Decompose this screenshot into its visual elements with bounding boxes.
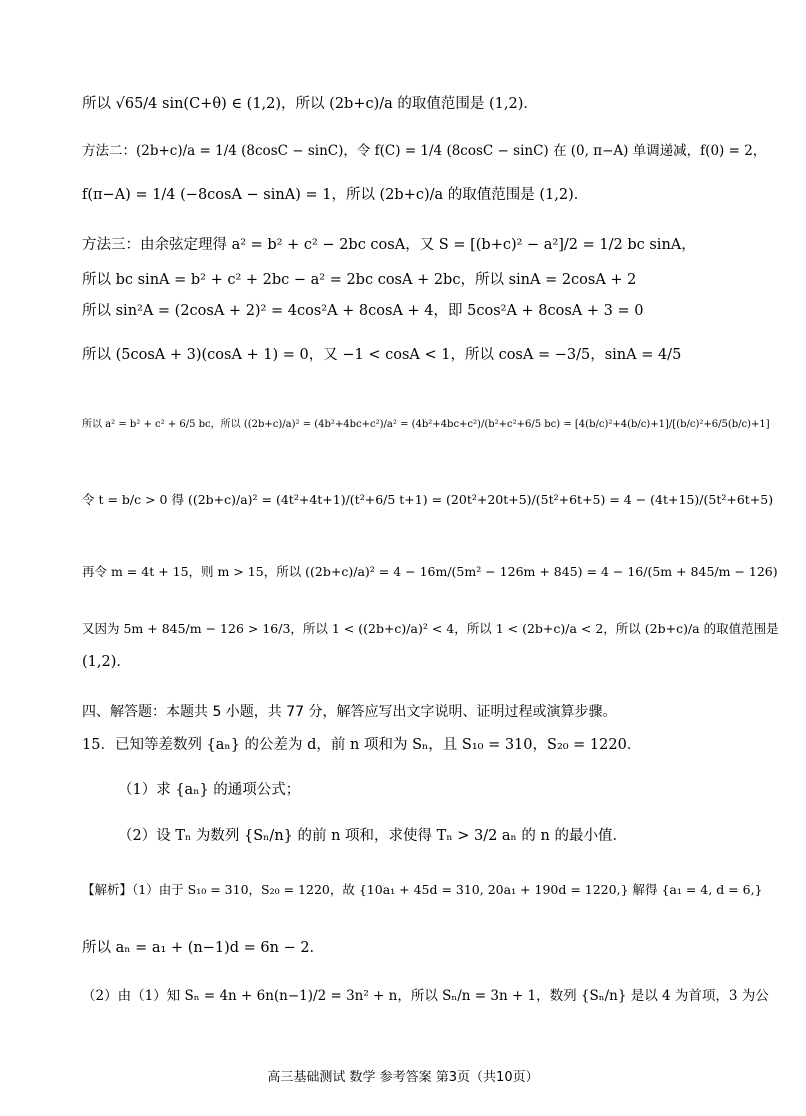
- text-line: f(π−A) = 1/4 (−8cosA − sinA) = 1，所以 (2b+c)/a 的取值范围是 (1,2)．: [82, 187, 589, 203]
- page-footer: 高三基础测试 数学 参考答案 第3页（共10页）: [267, 1070, 539, 1085]
- sub-question-2: （2）设 Tₙ 为数列 {Sₙ/n} 的前 n 项和，求使得 Tₙ > 3/2 aₙ 的 n 的最小值．: [118, 828, 627, 844]
- solution-line: 【解析】（1）由于 S₁₀ = 310，S₂₀ = 1220，故 {10a₁ + 45d = 310, 20a₁ + 190d = 1220,} 解得 {a₁ = 4, d = 6,}: [82, 882, 763, 897]
- text-line: 又因为 5m + 845/m − 126 > 16/3，所以 1 < ((2b+c)/a)² < 4，所以 1 < (2b+c)/a < 2，所以 (2b+c)/a 的取值范围是: [82, 621, 779, 636]
- text-line: 所以 a² = b² + c² + 6/5 bc，所以 ((2b+c)/a)² = (4b²+4bc+c²)/a² = (4b²+4bc+c²)/(b²+c²+6/5 bc) = [4(b/c)²+4(b/c)+1]/[(b/c)²+6/5(b/c)+1]: [82, 419, 770, 430]
- text-line: 所以 √65/4 sin(C+θ) ∈ (1,2)，所以 (2b+c)/a 的取值范围是 (1,2)．: [82, 96, 538, 112]
- section-heading: 四、解答题：本题共 5 小题，共 77 分，解答应写出文字说明、证明过程或演算步骤。: [82, 704, 617, 720]
- text-line: 方法二：(2b+c)/a = 1/4 (8cosC − sinC)，令 f(C) = 1/4 (8cosC − sinC) 在 (0, π−A) 单调递减，f(0) = 2，: [82, 143, 767, 159]
- text-line: 再令 m = 4t + 15，则 m > 15，所以 ((2b+c)/a)² = 4 − 16m/(5m² − 126m + 845) = 4 − 16/(5m + 845/m − 126): [82, 564, 778, 579]
- text-line: 令 t = b/c > 0 得 ((2b+c)/a)² = (4t²+4t+1)/(t²+6/5 t+1) = (20t²+20t+5)/(5t²+6t+5) = 4 − (4t+15)/(5t²+6t+5): [82, 492, 774, 507]
- text-line: (1,2)．: [82, 654, 131, 670]
- solution-line: （2）由（1）知 Sₙ = 4n + 6n(n−1)/2 = 3n² + n，所以 Sₙ/n = 3n + 1，数列 {Sₙ/n} 是以 4 为首项，3 为公: [82, 988, 769, 1004]
- text-line: 所以 bc sinA = b² + c² + 2bc − a² = 2bc cosA + 2bc，所以 sinA = 2cosA + 2: [82, 272, 637, 288]
- text-line: 方法三：由余弦定理得 a² = b² + c² − 2bc cosA，又 S = [(b+c)² − a²]/2 = 1/2 bc sinA，: [82, 237, 696, 253]
- sub-question-1: （1）求 {aₙ} 的通项公式；: [118, 782, 301, 798]
- text-line: 所以 sin²A = (2cosA + 2)² = 4cos²A + 8cosA + 4，即 5cos²A + 8cosA + 3 = 0: [82, 303, 644, 319]
- solution-line: 所以 aₙ = a₁ + (n−1)d = 6n − 2．: [82, 940, 325, 956]
- text-line: 所以 (5cosA + 3)(cosA + 1) = 0，又 −1 < cosA < 1，所以 cosA = −3/5，sinA = 4/5: [82, 347, 682, 363]
- problem-statement: 15．已知等差数列 {aₙ} 的公差为 d，前 n 项和为 Sₙ，且 S₁₀ = 310，S₂₀ = 1220．: [82, 737, 642, 753]
